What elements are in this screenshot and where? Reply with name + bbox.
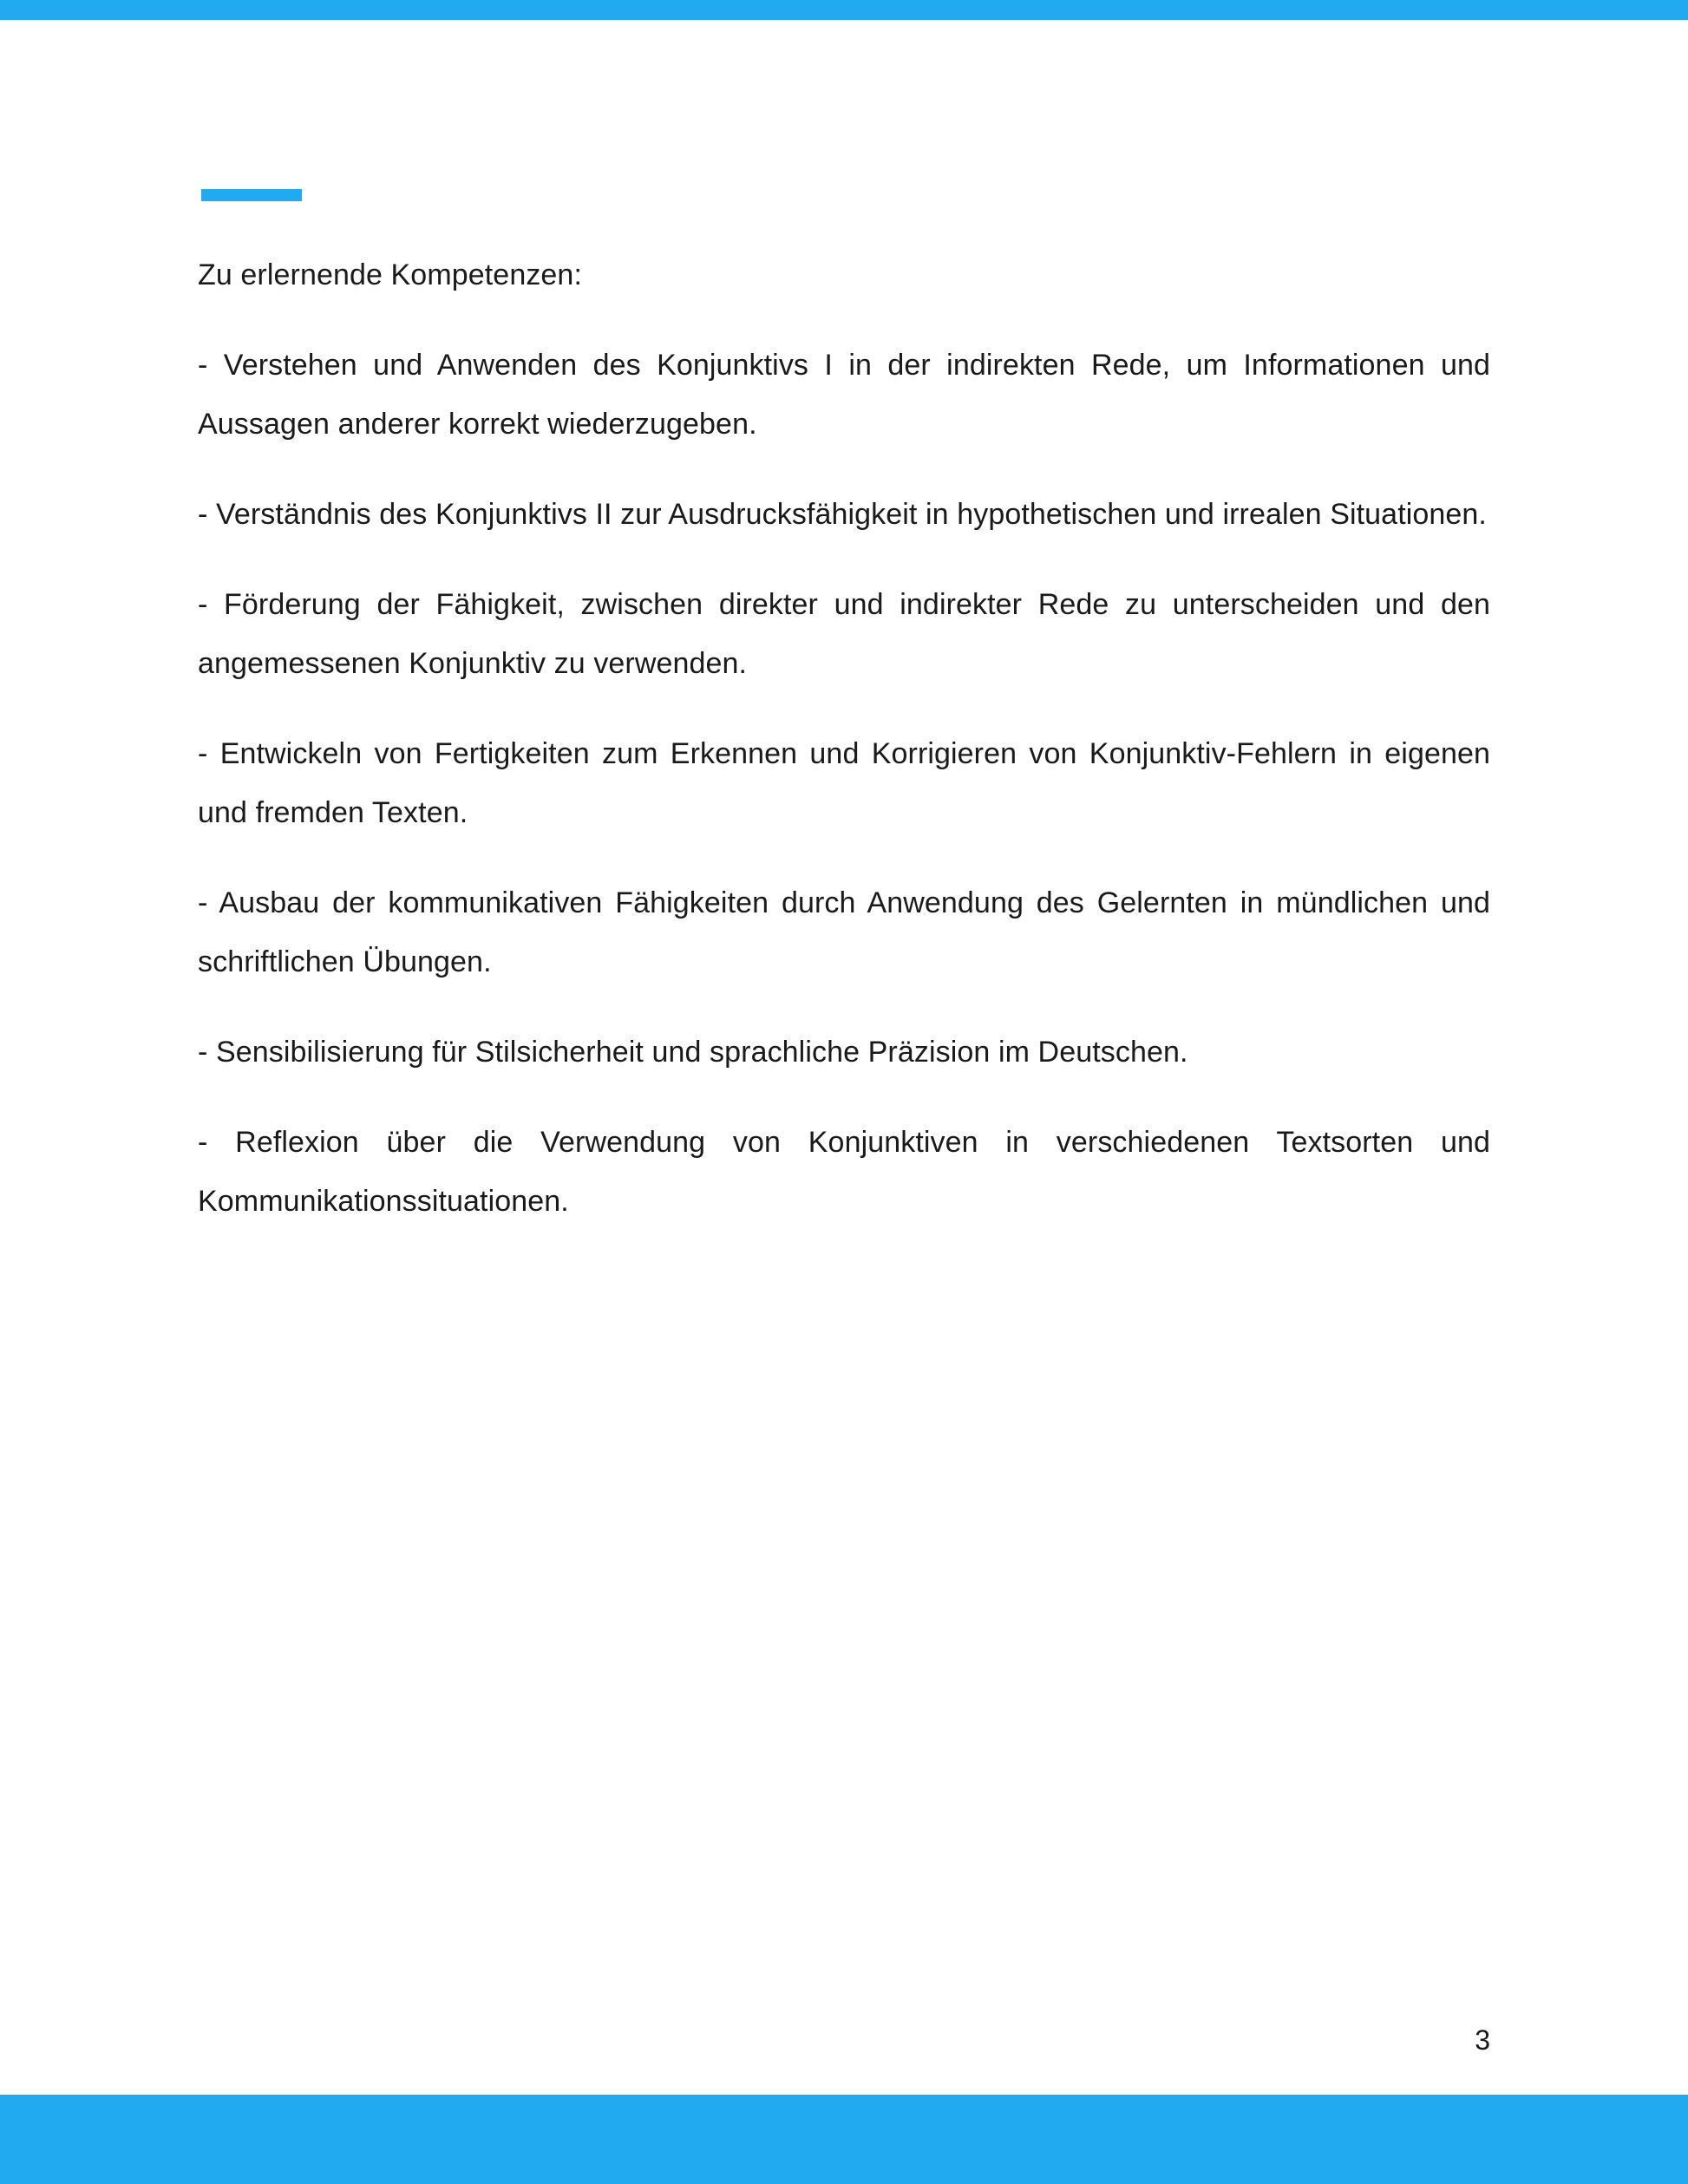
list-item: - Förderung der Fähigkeit, zwischen direkter und indirekter Rede zu unterscheiden und den angemessenen Konjunktiv zu verwenden.: [198, 588, 1490, 680]
list-item: - Reflexion über die Verwendung von Konjunktiven in verschiedenen Textsorten und Kommunikationssituationen.: [198, 1126, 1490, 1218]
competency-list: [198, 336, 1490, 1231]
top-accent-bar: [0, 0, 1688, 20]
bottom-accent-bar: [0, 2095, 1688, 2184]
list-item: - Ausbau der kommunikativen Fähigkeiten durch Anwendung des Gelernten in mündlichen und schriftlichen Übungen.: [198, 886, 1490, 978]
list-item: - Verstehen und Anwenden des Konjunktivs I in der indirekten Rede, um Informationen und Aussagen anderer korrekt wiederzugeben.: [198, 349, 1490, 441]
section-accent-rule: [201, 189, 302, 201]
page-content: [198, 245, 1490, 1231]
page-title: Zu erlernende Kompetenzen:: [198, 258, 582, 291]
page-number: 3: [1475, 2024, 1490, 2056]
list-item: - Verständnis des Konjunktivs II zur Ausdrucksfähigkeit in hypothetischen und irrealen Situationen.: [198, 498, 1487, 531]
list-item: - Entwickeln von Fertigkeiten zum Erkennen und Korrigieren von Konjunktiv-Fehlern in eigenen und fremden Texten.: [198, 737, 1490, 829]
list-item: - Sensibilisierung für Stilsicherheit und sprachliche Präzision im Deutschen.: [198, 1036, 1188, 1069]
